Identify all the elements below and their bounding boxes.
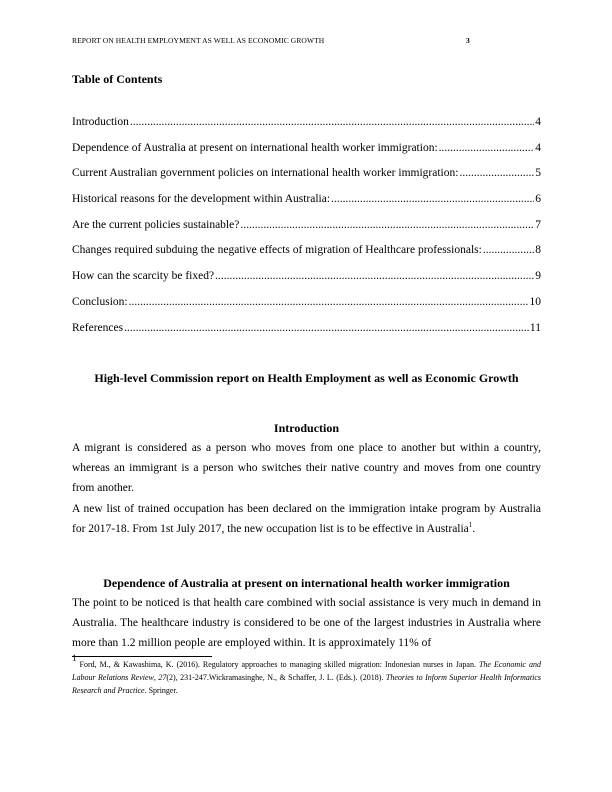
toc-dot-leader xyxy=(129,296,529,308)
toc-dot-leader xyxy=(240,219,534,231)
footnote-text-part-3: . Springer. xyxy=(144,686,178,696)
footnote-book-title: Theories to Inform Superior Health Informatics Research and Practice xyxy=(72,673,542,696)
footnote-journal: The Economic and Labour Relations Review xyxy=(72,660,541,683)
report-title: High-level Commission report on Health Employment as well as Economic Growth xyxy=(94,371,519,385)
dependence-paragraph: The point to be noticed is that health care combined with social assistance is very much in demand in Australia. The healthcare industry is considered to be one of the largest industries in Australia where more than 1.2 million people are employed within. It is approximately 11% of xyxy=(72,597,541,650)
toc-entry-label: Current Australian government policies on international health worker immigration: xyxy=(72,167,459,180)
toc-entry-page: 8 xyxy=(535,244,541,257)
toc-dot-leader xyxy=(124,322,529,334)
toc-entry-label: Introduction xyxy=(72,116,129,128)
toc-entry-label: Conclusion: xyxy=(72,295,128,308)
toc-entry-page: 11 xyxy=(529,321,541,334)
toc-entry-page: 6 xyxy=(535,193,541,206)
toc-entry-label: References xyxy=(72,321,124,334)
footnote-number: 1 xyxy=(72,653,77,663)
toc-dot-leader xyxy=(483,244,534,256)
running-head: REPORT ON HEALTH EMPLOYMENT AS WELL AS ECONOMIC GROWTH xyxy=(72,36,325,45)
footnote-text-part-1: Ford, M., & Kawashima, K. (2016). Regulatory approaches to managing skilled migration: Indonesian nurses in Japan. xyxy=(76,660,479,669)
dependence-body xyxy=(72,593,541,654)
toc-dot-leader xyxy=(130,116,534,128)
footnote-separator-text: , xyxy=(153,673,159,683)
introduction-paragraph-2 xyxy=(72,499,541,539)
toc-entry-current-policies[interactable] xyxy=(72,167,541,193)
toc-entry-sustainable[interactable] xyxy=(72,219,541,245)
toc-entry-page: 4 xyxy=(535,141,541,154)
toc-dot-leader xyxy=(331,193,534,205)
toc-entry-label: Historical reasons for the development within Australia: xyxy=(72,193,331,206)
introduction-paragraph-2-end: . xyxy=(472,522,476,535)
toc-entry-historical-reasons[interactable] xyxy=(72,193,541,219)
introduction-body xyxy=(72,438,541,539)
toc-entry-references[interactable] xyxy=(72,322,541,348)
toc-entry-scarcity[interactable] xyxy=(72,270,541,296)
footnote-separator xyxy=(72,656,212,657)
toc-entry-dependence[interactable] xyxy=(72,142,541,168)
toc-entry-page: 9 xyxy=(535,270,541,283)
toc-title: Table of Contents xyxy=(72,72,163,86)
toc-entry-page: 5 xyxy=(535,167,541,180)
footnote-text-part-2: (2), 231-247.Wickramasinghe, N., & Schaffer, J. L. (Eds.). (2018). xyxy=(166,673,386,683)
toc-entry-conclusion[interactable] xyxy=(72,296,541,322)
introduction-paragraph-1: A migrant is considered as a person who moves from one place to another but within a country, whereas an immigrant is a person who switches their native country and moves from one country from another. xyxy=(72,442,541,495)
toc-entry-label: How can the scarcity be fixed? xyxy=(72,270,215,283)
toc-entry-page: 4 xyxy=(535,116,541,128)
toc-dot-leader xyxy=(459,167,534,179)
toc-entry-label: Changes required subduing the negative effects of migration of Healthcare professionals: xyxy=(72,244,482,257)
toc-entry-page: 7 xyxy=(535,218,541,231)
toc-entry-introduction[interactable] xyxy=(72,116,541,142)
footnote-volume: 27 xyxy=(158,673,167,683)
table-of-contents xyxy=(72,116,541,347)
toc-entry-label: Are the current policies sustainable? xyxy=(72,218,240,231)
introduction-paragraph-2-text: A new list of trained occupation has been declared on the immigration intake program by Australia for 2017-18. From 1st July 2017, the new occupation list is to be effective in Australia xyxy=(72,502,541,535)
toc-dot-leader xyxy=(439,142,535,154)
footnote xyxy=(72,653,542,698)
toc-entry-changes-required[interactable] xyxy=(72,244,541,270)
toc-dot-leader xyxy=(215,270,534,282)
footnote-reference[interactable]: 1 xyxy=(468,520,473,529)
dependence-heading: Dependence of Australia at present on international health worker immigration xyxy=(103,576,510,590)
page-number: 3 xyxy=(466,36,470,45)
toc-entry-label: Dependence of Australia at present on international health worker immigration: xyxy=(72,141,438,154)
introduction-heading: Introduction xyxy=(273,421,340,435)
toc-entry-page: 10 xyxy=(529,295,541,308)
